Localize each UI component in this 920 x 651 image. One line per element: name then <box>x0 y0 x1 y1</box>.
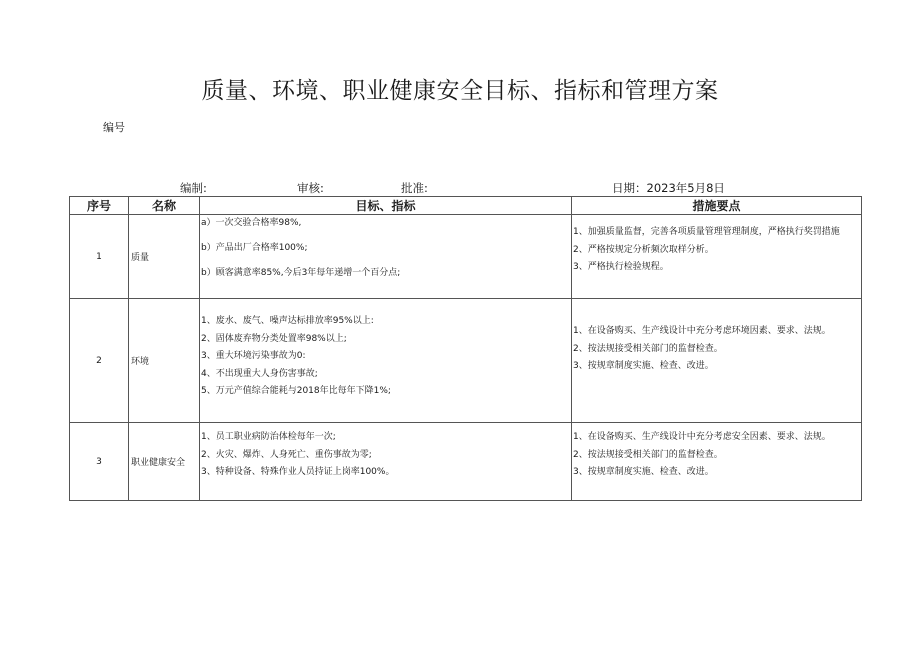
measure-item: 3、按规章制度实施、检查、改进。 <box>573 467 714 477</box>
target-item: 3、重大环境污染事故为0: <box>201 351 306 361</box>
serial-number-label: 编号 <box>103 121 125 134</box>
row-measures <box>572 299 862 423</box>
row-measures <box>572 215 862 299</box>
measure-item: 1、加强质量监督，完善各项质量管理管理制度，严格执行奖罚措施 <box>573 227 840 237</box>
prepared-by-label: 编制: <box>180 181 207 195</box>
measure-item: 1、在设备购买、生产线设计中充分考虑安全因素、要求、法规。 <box>573 432 831 442</box>
header-measures: 措施要点 <box>572 197 862 215</box>
target-item: 3、特种设备、特殊作业人员持证上岗率100%。 <box>201 467 395 477</box>
approved-by-label: 批准: <box>401 181 428 195</box>
target-item: b）产品出厂合格率100%; <box>201 243 308 253</box>
measure-item: 1、在设备购买、生产线设计中充分考虑环境因素、要求、法规。 <box>573 326 831 336</box>
row-targets <box>200 299 572 423</box>
header-serial-no: 序号 <box>70 197 129 215</box>
target-item: 5、万元产值综合能耗与2018年比每年下降1%; <box>201 386 391 396</box>
target-item: 2、固体废弃物分类处置率98%以上; <box>201 333 347 344</box>
document-date: 日期：2023年5月8日 <box>612 181 725 195</box>
target-item: a）一次交验合格率98%, <box>201 218 302 228</box>
row-name: 质量 <box>129 215 200 299</box>
row-targets <box>200 215 572 299</box>
target-item: b）顾客满意率85%,今后3年每年递增一个百分点; <box>201 268 401 278</box>
management-plan-table <box>69 196 862 501</box>
row-serial-no: 3 <box>70 423 129 501</box>
measure-item: 3、按规章制度实施、检查、改进。 <box>573 361 714 371</box>
row-name: 职业健康安全 <box>129 423 200 501</box>
target-item: 2、火灾、爆炸、人身死亡、重伤事故为零; <box>201 449 372 460</box>
row-serial-no: 1 <box>70 215 129 299</box>
target-item: 1、员工职业病防治体检每年一次; <box>201 432 336 442</box>
reviewed-by-label: 审核: <box>297 181 324 195</box>
measure-item: 2、严格按规定分析频次取样分析。 <box>573 244 714 255</box>
table-row-environment <box>70 299 862 423</box>
row-targets <box>200 423 572 501</box>
document-title: 质量、环境、职业健康安全目标、指标和管理方案 <box>201 78 719 104</box>
target-item: 1、废水、废气、噪声达标排放率95%以上: <box>201 316 374 326</box>
row-name: 环境 <box>129 299 200 423</box>
row-measures <box>572 423 862 501</box>
measure-item: 3、严格执行检验规程。 <box>573 262 669 272</box>
row-serial-no: 2 <box>70 299 129 423</box>
table-row-quality <box>70 215 862 299</box>
table-row-occupational-health-safety <box>70 423 862 501</box>
header-targets: 目标、指标 <box>200 197 572 215</box>
header-name: 名称 <box>129 197 200 215</box>
measure-item: 2、按法规接受相关部门的监督检查。 <box>573 449 723 460</box>
measure-item: 2、按法规接受相关部门的监督检查。 <box>573 343 723 354</box>
target-item: 4、不出现重大人身伤害事故; <box>201 368 318 379</box>
